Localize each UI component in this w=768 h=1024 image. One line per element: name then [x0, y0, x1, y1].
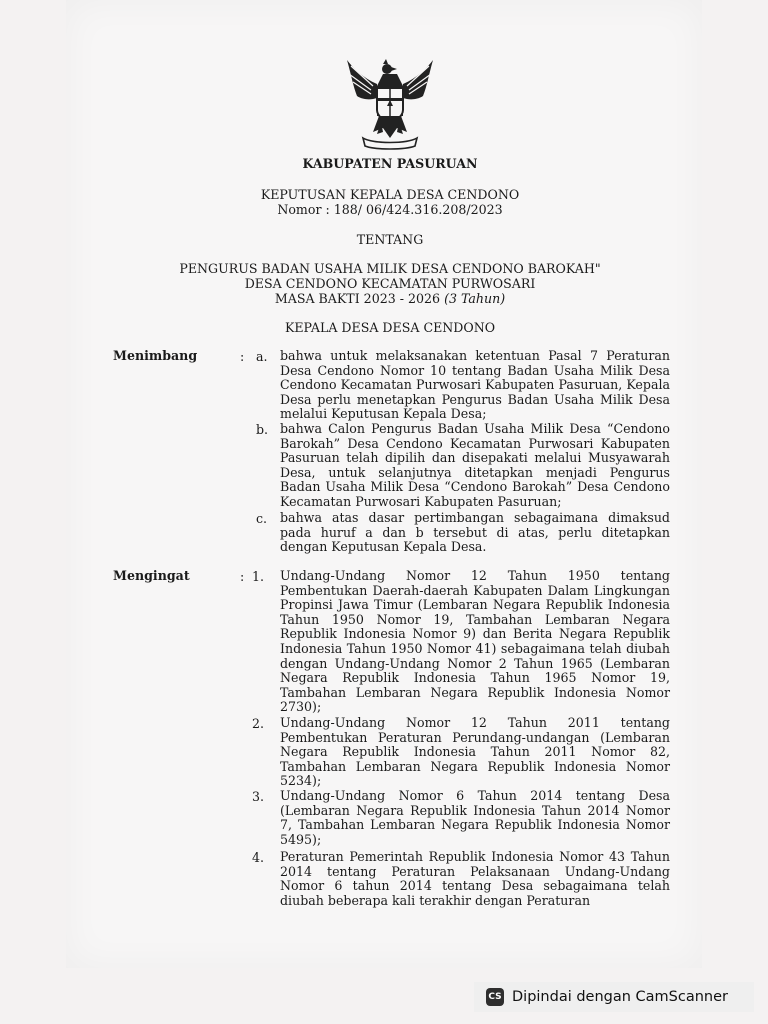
camscanner-watermark	[474, 982, 754, 1012]
mengingat-item-3: Undang-Undang Nomor 6 Tahun 2014 tentang Desa (Lembaran Negara Republik Indonesia Tahun 2014 Nomor 7, Tambahan Lembaran Negara Republik Indonesia Nomor 5495);	[280, 788, 670, 847]
menimbang-marker-a: a.	[256, 349, 268, 364]
mengingat-marker-1: 1.	[252, 569, 265, 584]
camscanner-label: Dipindai dengan CamScanner	[512, 989, 729, 1005]
mengingat-marker-4: 4.	[252, 850, 265, 865]
menimbang-item-b: bahwa Calon Pengurus Badan Usaha Milik Desa “Cendono Barokah” Desa Cendono Kecamatan Purwosari Kabupaten Pasuruan telah dipilih dan disepakati melalui Musyawarah Desa, untuk selanjutnya ditetapkan menjadi Pengurus Badan Usaha Milik Desa “Cendono Barokah” Desa Cendono Kecamatan Purwosari Kabupaten Pasuruan;	[280, 421, 670, 509]
menimbang-item-a: bahwa untuk melaksanakan ketentuan Pasal 7 Peraturan Desa Cendono Nomor 10 tentang Badan Usaha Milik Desa Cendono Kecamatan Purwosari Kabupaten Pasuruan, Kepala Desa perlu menetapkan Pengurus Badan Usaha Milik Desa melalui Keputusan Kepala Desa;	[280, 348, 670, 422]
mengingat-item-4: Peraturan Pemerintah Republik Indonesia Nomor 43 Tahun 2014 tentang Peraturan Pelaksanaan Undang-Undang Nomor 6 tahun 2014 tentang Desa sebagaimana telah diubah beberapa kali terakhir dengan Peraturan	[280, 849, 670, 908]
mengingat-label: Mengingat	[113, 568, 190, 583]
menimbang-item-c: bahwa atas dasar pertimbangan sebagaimana dimaksud pada huruf a dan b tersebut di atas, perlu ditetapkan dengan Keputusan Kepala Desa.	[280, 510, 670, 555]
mengingat-item-2: Undang-Undang Nomor 12 Tahun 2011 tentang Pembentukan Peraturan Perundang-undangan (Lembaran Negara Republik Indonesia Tahun 2011 Nomor 82, Tambahan Lembaran Negara Republik Indonesia Nomor 5234);	[280, 715, 670, 789]
subject-line-1: PENGURUS BADAN USAHA MILIK DESA CENDONO BAROKAH"	[179, 261, 601, 276]
mengingat-marker-3: 3.	[252, 789, 265, 804]
menimbang-marker-b: b.	[256, 422, 269, 437]
region-heading: KABUPATEN PASURUAN	[302, 156, 478, 171]
garuda-emblem-icon	[343, 56, 437, 152]
official-heading: KEPALA DESA DESA CENDONO	[284, 320, 496, 335]
subject-line-2: DESA CENDONO KECAMATAN PURWOSARI	[244, 276, 536, 291]
subject-line-3	[100, 292, 680, 307]
subject-period: MASA BAKTI 2023 - 2026	[274, 291, 441, 306]
mengingat-item-1: Undang-Undang Nomor 12 Tahun 1950 tentang Pembentukan Daerah-daerah Kabupaten Dalam Lingkungan Propinsi Jawa Timur (Lembaran Negara Republik Indonesia Tahun 1950 Nomor 19, Tambahan Lembaran Negara Republik Indonesia Nomor 9) dan Berita Negara Republik Indonesia Tahun 1950 Nomor 41) sebagaimana telah diubah dengan Undang-Undang Nomor 2 Tahun 1965 (Lembaran Negara Republik Indonesia Tahun 1965 Nomor 19, Tambahan Lembaran Negara Republik Indonesia Nomor 2730);	[280, 568, 670, 715]
camscanner-logo-icon: CS	[486, 988, 504, 1006]
menimbang-label: Menimbang	[113, 348, 198, 363]
subject-duration: (3 Tahun)	[444, 291, 506, 306]
mengingat-colon: :	[240, 569, 245, 584]
decree-number: Nomor : 188/ 06/424.316.208/2023	[277, 202, 503, 217]
mengingat-marker-2: 2.	[252, 716, 265, 731]
about-heading: TENTANG	[356, 232, 424, 247]
menimbang-marker-c: c.	[256, 511, 268, 526]
menimbang-colon: :	[240, 349, 245, 364]
decree-title: KEPUTUSAN KEPALA DESA CENDONO	[260, 187, 520, 202]
